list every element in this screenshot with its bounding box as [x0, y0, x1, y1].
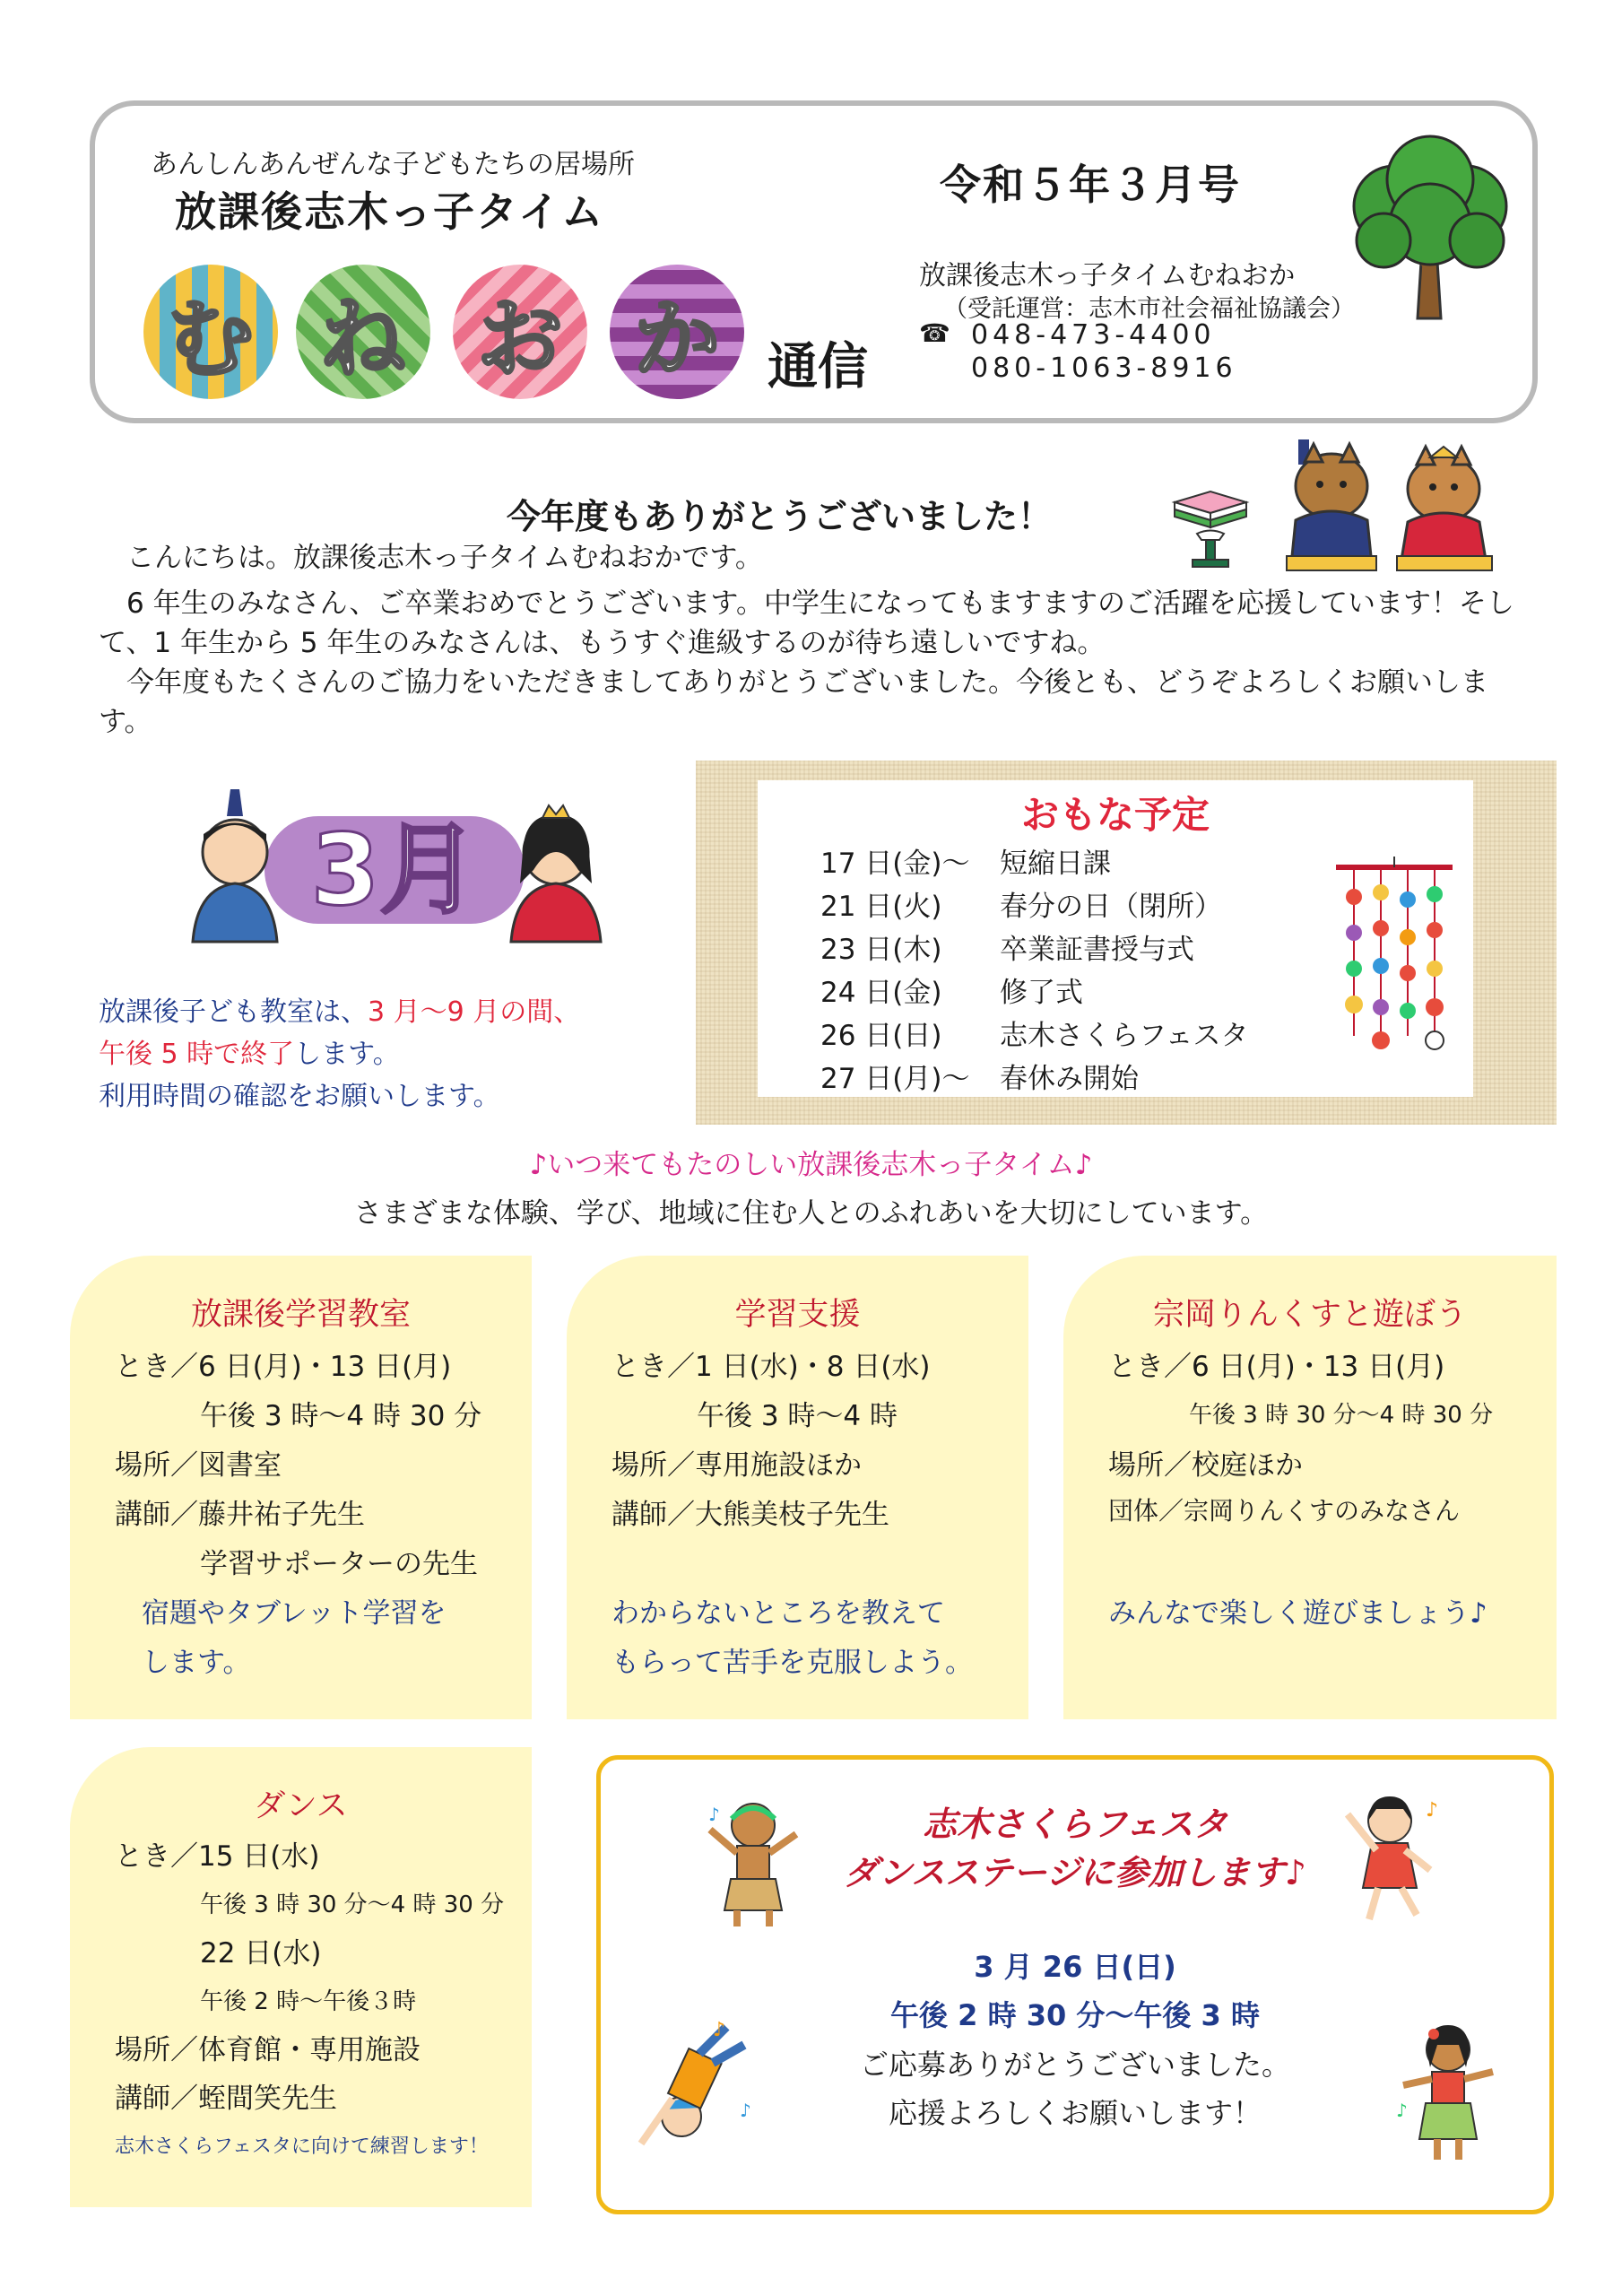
card-teacher: 講師／大熊美枝子先生: [612, 1499, 889, 1531]
org-name: 放課後志木っ子タイム: [175, 187, 605, 236]
title-bubble-ne: ね: [296, 265, 430, 399]
card-note: 志木さくらフェスタに向けて練習します！: [115, 2135, 489, 2158]
card-title: 宗岡りんくすと遊ぼう: [1152, 1297, 1467, 1333]
card-place: 場所／体育館・専用施設: [115, 2034, 421, 2066]
festa-message-1: ご応募ありがとうございました。: [859, 2048, 1290, 2082]
phone-1: 048-473-4400: [971, 319, 1216, 351]
card-when: とき／6 日(月)・13 日(月): [1108, 1351, 1445, 1383]
greeting-paragraph-1: こんにちは。放課後志木っ子タイムむねおかです。: [99, 542, 763, 574]
card-title: 放課後学習教室: [190, 1297, 411, 1333]
card-teacher: 講師／蛭間笑先生: [115, 2083, 337, 2115]
greeting-paragraph-2: 6 年生のみなさん、ご卒業おめでとうございます。中学生になってもますますのご活躍を応援しています！そして、1 年生から 5 年生のみなさんは、もうすぐ進級するのが待ち遠しいですね。: [99, 587, 1514, 659]
card-place: 場所／校庭ほか: [1108, 1449, 1303, 1482]
card-study-room: [70, 1256, 532, 1719]
card-group: 団体／宗岡りんくすのみなさん: [1108, 1496, 1461, 1526]
hina-mobile-icon: [1327, 857, 1462, 1058]
hula-girl-icon: [1394, 2018, 1502, 2161]
intro-slogan: ♪いつ来てもたのしい放課後志木っ子タイム♪: [529, 1149, 1093, 1181]
intro-text: さまざまな体験、学び、地域に住む人とのふれあいを大切にしています。: [353, 1197, 1269, 1230]
festa-title-1: 志木さくらフェスタ: [922, 1805, 1228, 1844]
svg-text:♪: ♪: [1396, 2100, 1408, 2121]
svg-text:♪: ♪: [708, 1804, 720, 1825]
card-time: 午後 3 時～4 時: [697, 1400, 898, 1432]
operator: （受託運営：志木市社会福祉協議会）: [943, 295, 1355, 323]
greeting-paragraph-3: 今年度もたくさんのご協力をいただきましてありがとうございました。今後とも、どうぞよろしくお願いします。: [99, 666, 1488, 738]
march-note-line-1: 放課後子ども教室は、3 月～9 月の間、: [99, 996, 581, 1028]
card-when: とき／1 日(水)・8 日(水): [612, 1351, 931, 1383]
title-bubble-mu: む: [143, 265, 278, 399]
card-desc-2: します。: [142, 1647, 251, 1679]
festa-message-2: 応援よろしくお願いします！: [888, 2096, 1262, 2130]
card-study-support: [567, 1256, 1028, 1719]
breakdance-boy-icon: [628, 2018, 753, 2152]
svg-text:♪: ♪: [1426, 1799, 1439, 1822]
card-time: 午後 3 時 30 分～4 時 30 分: [1189, 1402, 1494, 1429]
card-dance: [70, 1747, 532, 2207]
issue-date: 令和５年３月号: [940, 161, 1241, 209]
card-when: とき／6 日(月)・13 日(月): [115, 1351, 452, 1383]
festa-date: 3 月 26 日(日): [974, 1950, 1176, 1984]
card-desc: みんなで楽しく遊びましょう♪: [1108, 1597, 1488, 1630]
march-note-line-2: 午後 5 時で終了します。: [99, 1039, 400, 1070]
card-desc-2: もらって苦手を克服しよう。: [612, 1647, 973, 1679]
card-teacher: 講師／藤井祐子先生: [115, 1499, 365, 1531]
card-place: 場所／図書室: [115, 1449, 282, 1482]
title-bubble-ka: か: [610, 265, 744, 399]
card-title: 学習支援: [734, 1297, 861, 1333]
office-name: 放課後志木っ子タイムむねおか: [919, 260, 1296, 291]
march-label: 3月: [310, 813, 479, 927]
card-place: 場所／専用施設ほか: [612, 1449, 862, 1482]
festa-title-2: ダンスステージに参加します♪: [844, 1853, 1306, 1892]
card-when: とき／15 日(水): [115, 1840, 320, 1873]
card-teacher-2: 学習サポーターの先生: [200, 1548, 478, 1580]
march-note-line-3: 利用時間の確認をお願いします。: [99, 1081, 500, 1112]
svg-text:♪: ♪: [740, 2100, 751, 2121]
card-rinkusu: [1063, 1256, 1557, 1719]
march-banner-illustration: [184, 780, 605, 951]
phone-icon: ☎: [919, 318, 950, 348]
title-bubble-o: お: [453, 265, 587, 399]
card-time-1: 午後 3 時 30 分～4 時 30 分: [200, 1892, 505, 1918]
card-date-2: 22 日(水): [200, 1937, 322, 1970]
card-time: 午後 3 時～4 時 30 分: [200, 1400, 482, 1432]
festa-time: 午後 2 時 30 分～午後 3 時: [890, 1998, 1260, 2032]
hula-boy-icon: [699, 1794, 807, 1928]
card-desc-1: わからないところを教えて: [612, 1597, 945, 1630]
card-desc-1: 宿題やタブレット学習を: [142, 1597, 447, 1630]
tree-icon: [1340, 135, 1520, 323]
dancing-girl-icon: [1340, 1789, 1448, 1924]
phone-2: 080-1063-8916: [971, 352, 1237, 384]
newsletter-label: 通信: [768, 338, 868, 396]
greeting-title: 今年度もありがとうございました！: [507, 497, 1053, 536]
schedule-title: おもな予定: [1020, 793, 1210, 837]
card-time-2: 午後 2 時～午後３時: [200, 1988, 417, 2015]
svg-text:♪: ♪: [713, 2019, 726, 2041]
card-title: ダンス: [254, 1788, 348, 1824]
tagline: あんしんあんぜんな子どもたちの居場所: [151, 149, 635, 180]
